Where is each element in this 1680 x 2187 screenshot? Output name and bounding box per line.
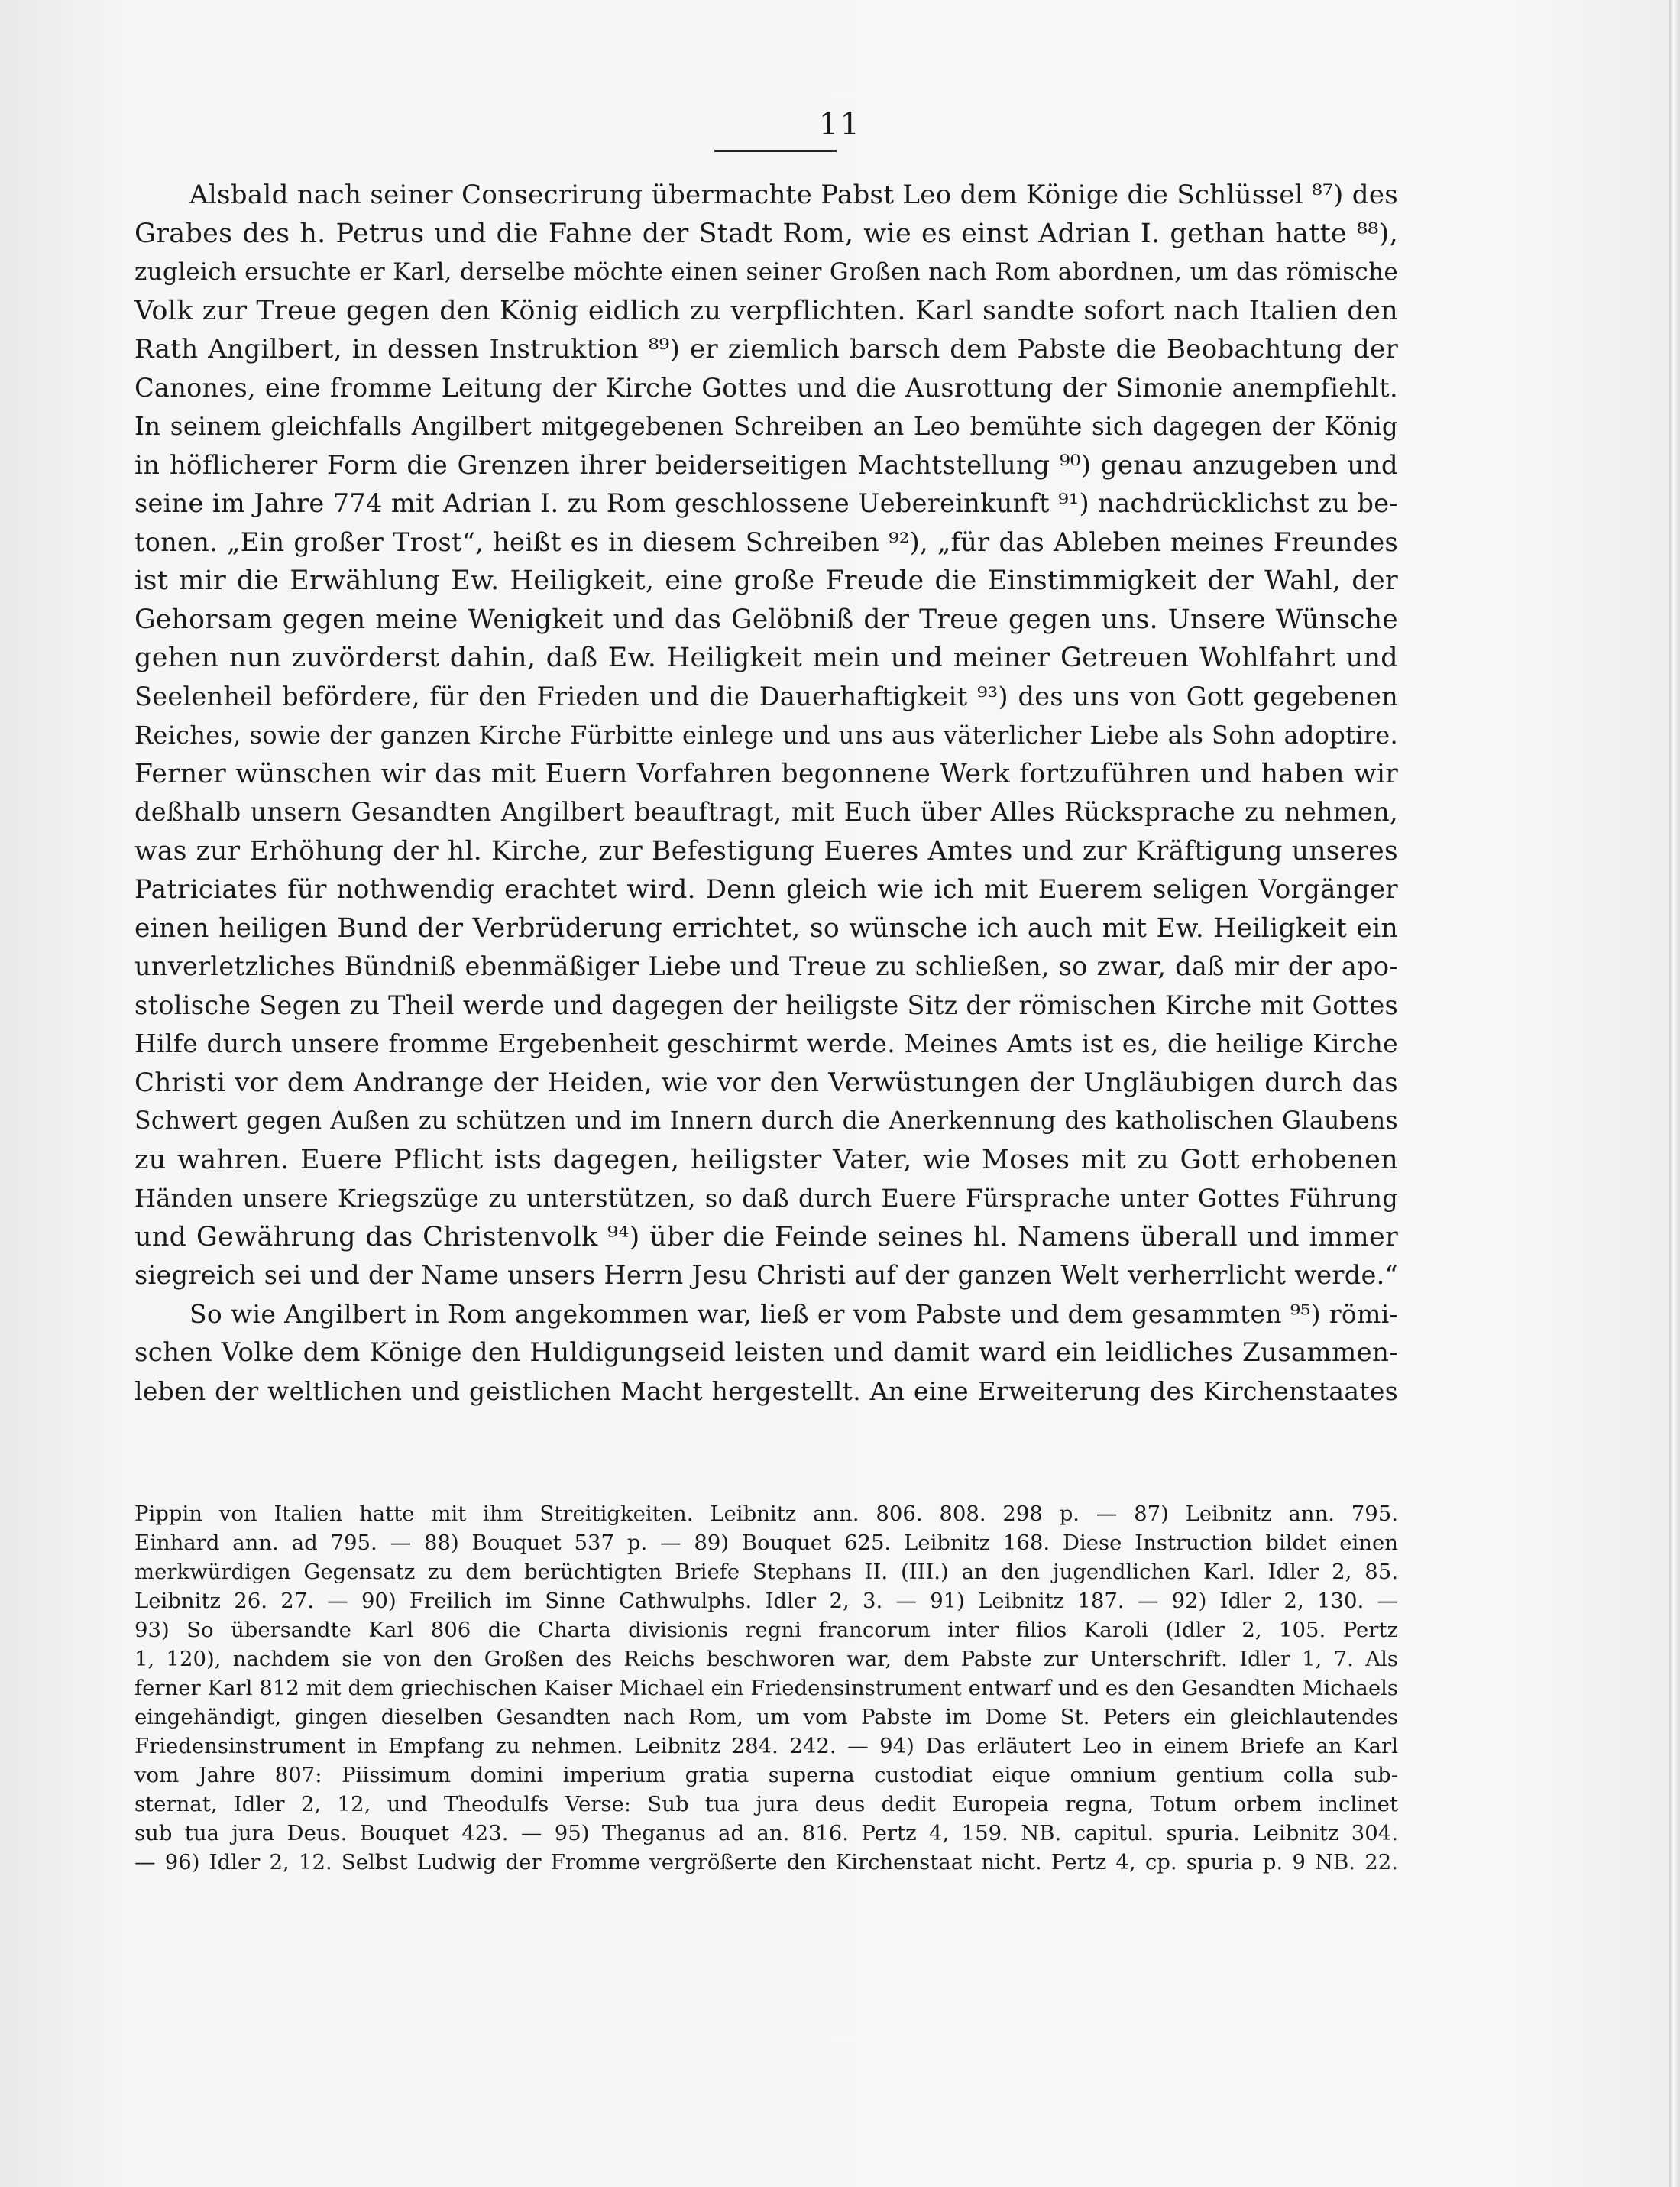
body-line: Reiches, sowie der ganzen Kirche Fürbitte einlege und uns aus väterlicher Liebe als Sohn adoptire. [134,721,1398,750]
footnote-line: 1, 120), nachdem sie von den Großen des Reichs beschworen war, dem Pabste zur Unterschrift. Idler 1, 7. Als [134,1647,1398,1671]
body-line: stolische Segen zu Theil werde und dagegen der heiligste Sitz der römischen Kirche mit Gottes [134,990,1398,1020]
body-line: So wie Angilbert in Rom angekommen war, ließ er vom Pabste und dem gesammten ⁹⁵) römi- [189,1298,1398,1329]
page-number-rule [714,150,837,152]
body-line: Hilfe durch unsere fromme Ergebenheit geschirmt werde. Meines Amts ist es, die heilige Kirche [134,1029,1398,1058]
body-line: zugleich ersuchte er Karl, derselbe möchte einen seiner Großen nach Rom abordnen, um das römische [134,258,1398,286]
body-line: Christi vor dem Andrange der Heiden, wie vor den Verwüstungen der Ungläubigen durch das [134,1067,1398,1098]
body-line: Seelenheil befördere, für den Frieden und die Dauerhaftigkeit ⁹³) des uns von Gott gegebenen [134,681,1398,711]
footnote-line: vom Jahre 807: Piissimum domini imperium gratia superna custodiat eique omnium gentium colla sub- [134,1763,1398,1787]
body-line: ist mir die Erwählung Ew. Heiligkeit, eine große Freude die Einstimmigkeit der Wahl, der [134,565,1398,596]
footnotes [134,1499,1398,1877]
body-line: Grabes des h. Petrus und die Fahne der Stadt Rom, wie es einst Adrian I. gethan hatte ⁸⁸), [134,218,1398,249]
body-line: deßhalb unsern Gesandten Angilbert beauftragt, mit Euch über Alles Rücksprache zu nehmen, [134,797,1398,827]
body-line: gehen nun zuvörderst dahin, daß Ew. Heiligkeit mein und meiner Getreuen Wohlfahrt und [134,643,1398,673]
body-line: zu wahren. Euere Pflicht ists dagegen, heiligster Vater, wie Moses mit zu Gott erhobenen [134,1144,1398,1175]
body-line: Alsbald nach seiner Consecrirung übermachte Pabst Leo dem Könige die Schlüssel ⁸⁷) des [189,180,1398,210]
footnote-line: merkwürdigen Gegensatz zu dem berüchtigten Briefe Stephans II. (III.) an den jugendlichen Karl. Idler 2, 85. [134,1560,1398,1584]
footnote-line: sub tua jura Deus. Bouquet 423. — 95) Theganus ad an. 816. Pertz 4, 159. NB. capitul. spuria. Leibnitz 304. [134,1821,1398,1845]
footnote-line: ferner Karl 812 mit dem griechischen Kaiser Michael ein Friedensinstrument entwarf und es den Gesandten Michaels [134,1676,1398,1700]
body-line: unverletzliches Bündniß ebenmäßiger Liebe und Treue zu schließen, so zwar, daß mir der apo- [134,951,1398,981]
footnote-line: Leibnitz 26. 27. — 90) Freilich im Sinne Cathwulphs. Idler 2, 3. — 91) Leibnitz 187. — 92) Idler 2, 130. — [134,1589,1398,1613]
body-line: In seinem gleichfalls Angilbert mitgegebenen Schreiben an Leo bemühte sich dagegen der König [134,412,1398,441]
footnote-line: Pippin von Italien hatte mit ihm Streitigkeiten. Leibnitz ann. 806. 808. 298 p. — 87) Leibnitz ann. 795. [134,1502,1398,1526]
footnote-line: — 96) Idler 2, 12. Selbst Ludwig der Fromme vergrößerte den Kirchenstaat nicht. Pertz 4, cp. spuria p. 9 NB. 22. [134,1850,1398,1874]
body-line: tonen. „Ein großer Trost“, heißt es in diesem Schreiben ⁹²), „für das Ableben meines Freundes [134,526,1398,557]
body-line: schen Volke dem Könige den Huldigungseid leisten und damit ward ein leidliches Zusammen- [134,1337,1398,1368]
body-line: was zur Erhöhung der hl. Kirche, zur Befestigung Eueres Amtes und zur Kräftigung unseres [134,835,1398,867]
page-edge [1669,0,1680,2187]
footnote-line: Einhard ann. ad 795. — 88) Bouquet 537 p. — 89) Bouquet 625. Leibnitz 168. Diese Instruction bildet einen [134,1531,1398,1555]
body-line: leben der weltlichen und geistlichen Macht hergestellt. An eine Erweiterung des Kirchenstaates [134,1375,1398,1406]
footnote-line: eingehändigt, gingen dieselben Gesandten nach Rom, um vom Pabste im Dome St. Peters ein gleichlautendes [134,1705,1398,1729]
body-line: einen heiligen Bund der Verbrüderung errichtet, so wünsche ich auch mit Ew. Heiligkeit ein [134,912,1398,944]
main-text [134,176,1398,1411]
footnote-line: sternat, Idler 2, 12, und Theodulfs Verse: Sub tua jura deus dedit Europeia regna, Totum orbem inclinet [134,1792,1398,1816]
footnote-line: 93) So übersandte Karl 806 die Charta divisionis regni francorum inter filios Karoli (Idler 2, 105. Pertz [134,1618,1398,1642]
body-line: seine im Jahre 774 mit Adrian I. zu Rom geschlossene Uebereinkunft ⁹¹) nachdrücklichst zu be- [134,488,1398,518]
body-line: Canones, eine fromme Leitung der Kirche Gottes und die Ausrottung der Simonie anempfiehlt. [134,372,1398,403]
footnote-line: Friedensinstrument in Empfang zu nehmen. Leibnitz 284. 242. — 94) Das erläutert Leo in einem Briefe an Karl [134,1734,1398,1758]
body-line: siegreich sei und der Name unsers Herrn Jesu Christi auf der ganzen Welt verherrlicht werde.“ [134,1260,1398,1290]
page-number: 11 [819,107,861,142]
body-line: Patriciates für nothwendig erachtet wird. Denn gleich wie ich mit Euerem seligen Vorgänger [134,874,1398,905]
body-line: in höflicherer Form die Grenzen ihrer beiderseitigen Machtstellung ⁹⁰) genau anzugeben und [134,449,1398,481]
body-line: Händen unsere Kriegszüge zu unterstützen, so daß durch Euere Fürsprache unter Gottes Führung [134,1184,1398,1213]
body-line: Ferner wünschen wir das mit Euern Vorfahren begonnene Werk fortzuführen und haben wir [134,758,1398,789]
body-line: Schwert gegen Außen zu schützen und im Innern durch die Anerkennung des katholischen Glaubens [134,1107,1398,1135]
body-line: Gehorsam gegen meine Wenigkeit und das Gelöbniß der Treue gegen uns. Unsere Wünsche [134,604,1398,635]
body-line: Volk zur Treue gegen den König eidlich zu verpflichten. Karl sandte sofort nach Italien den [134,295,1398,326]
body-line: und Gewährung das Christenvolk ⁹⁴) über die Feinde seines hl. Namens überall und immer [134,1221,1398,1252]
body-line: Rath Angilbert, in dessen Instruktion ⁸⁹) er ziemlich barsch dem Pabste die Beobachtung der [134,334,1398,364]
